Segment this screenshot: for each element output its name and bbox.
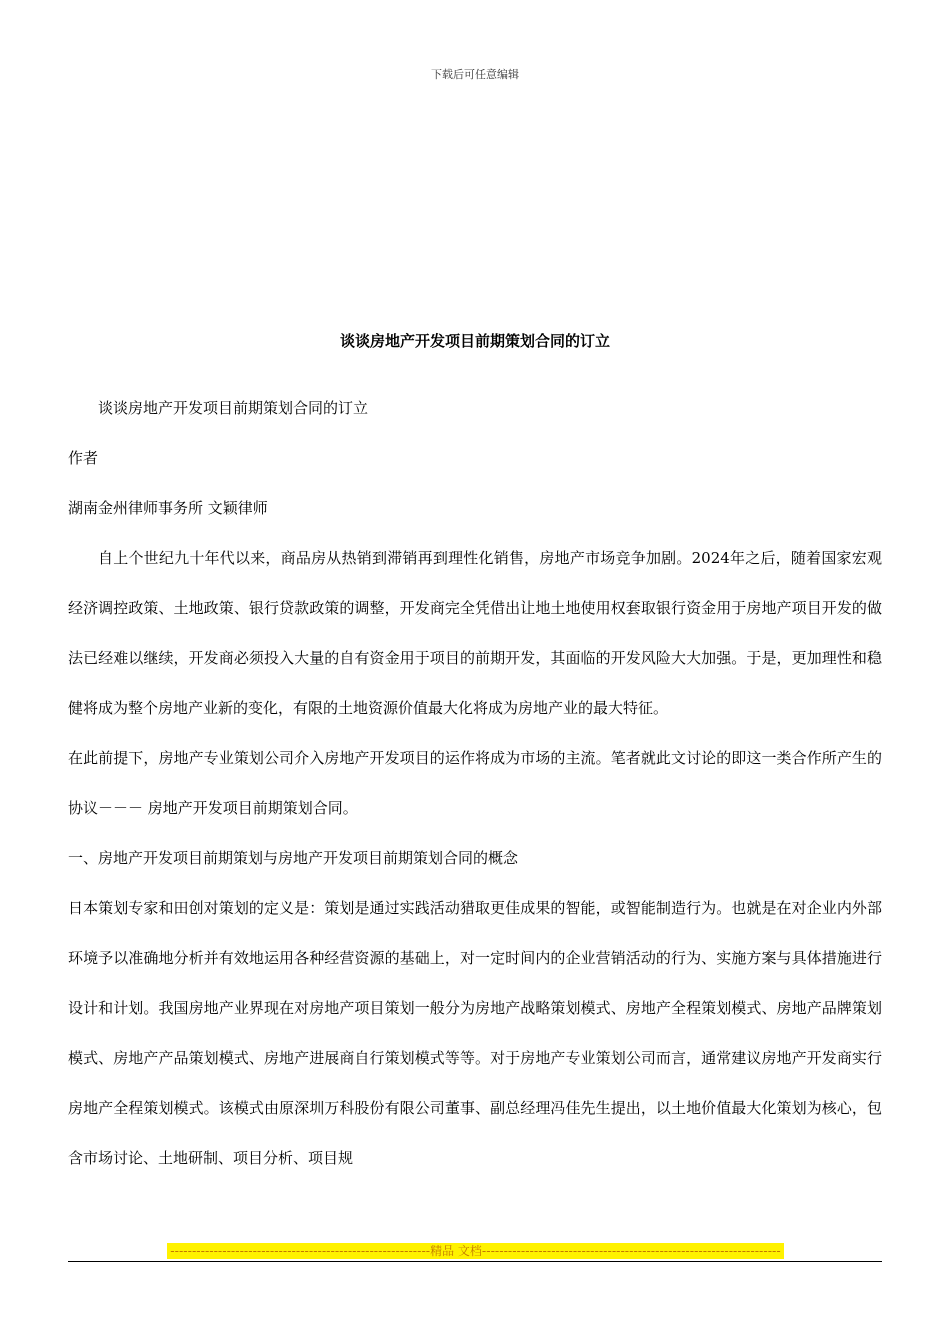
document-body	[68, 383, 882, 1183]
paragraph-author-name: 湖南金州律师事务所 文颖律师	[68, 499, 268, 517]
section-heading: 一、房地产开发项目前期策划与房地产开发项目前期策划合同的概念	[68, 849, 519, 867]
paragraph-intro: 自上个世纪九十年代以来，商品房从热销到滞销再到理性化销售，房地产市场竞争加剧。2024年之后，随着国家宏观经济调控政策、土地政策、银行贷款政策的调整，开发商完全凭借出让地土地使用权套取银行资金用于房地产项目开发的做法已经难以继续，开发商必须投入大量的自有资金用于项目的前期开发，其面临的开发风险大大加强。于是，更加理性和稳健将成为整个房地产业新的变化，有限的土地资源价值最大化将成为房地产业的最大特征。	[68, 549, 882, 717]
paragraph-subtitle: 谈谈房地产开发项目前期策划合同的订立	[98, 399, 369, 417]
footer-watermark-band: ------------------------------------------------------------精品 文档---------------------------------------------------------------------	[167, 1243, 784, 1259]
paragraph-premise: 在此前提下，房地产专业策划公司介入房地产开发项目的运作将成为市场的主流。笔者就此文讨论的即这一类合作所产生的协议－－－ 房地产开发项目前期策划合同。	[68, 749, 882, 817]
header-note: 下载后可任意编辑	[431, 68, 519, 81]
paragraph-author-label: 作者	[68, 449, 99, 467]
paragraph-definition: 日本策划专家和田创对策划的定义是：策划是通过实践活动猎取更佳成果的智能，或智能制造行为。也就是在对企业内外部环境予以准确地分析并有效地运用各种经营资源的基础上，对一定时间内的企业营销活动的行为、实施方案与具体措施进行设计和计划。我国房地产业界现在对房地产项目策划一般分为房地产战略策划模式、房地产全程策划模式、房地产品牌策划模式、房地产产品策划模式、房地产进展商自行策划模式等等。对于房地产专业策划公司而言，通常建议房地产开发商实行房地产全程策划模式。该模式由原深圳万科股份有限公司董事、副总经理冯佳先生提出，以土地价值最大化策划为核心，包含市场讨论、土地研制、项目分析、项目规	[68, 899, 882, 1167]
document-title: 谈谈房地产开发项目前期策划合同的订立	[339, 332, 610, 350]
footer-divider	[68, 1261, 882, 1262]
